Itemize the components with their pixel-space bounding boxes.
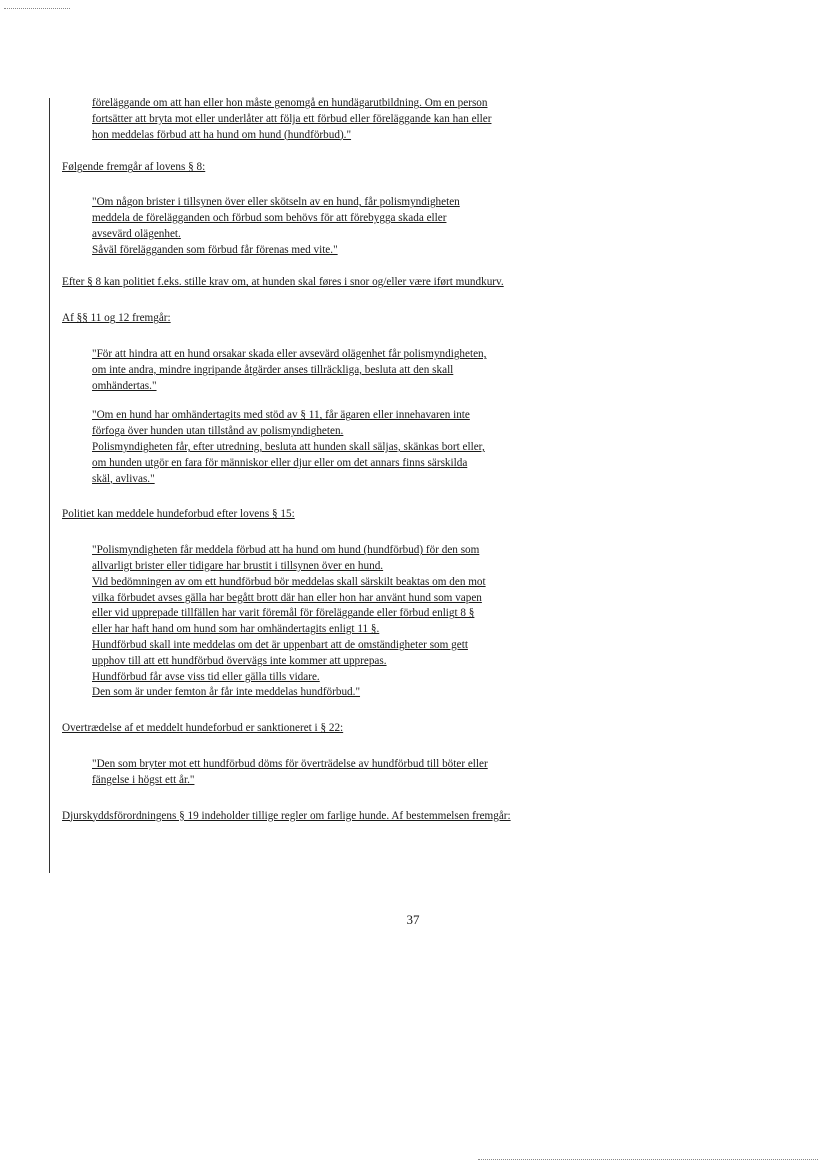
paragraph (62, 721, 622, 737)
text-line: Overtrædelse af et meddelt hundeforbud er sanktioneret i § 22: (62, 722, 344, 735)
text-line: Djurskyddsförordningens § 19 indeholder tillige regler om farlige hunde. Af bestemmelsen fremgår: (62, 809, 511, 822)
text-line: omhändertas." (92, 379, 157, 392)
quoted-paragraph (92, 757, 622, 789)
text-line: meddela de förelägganden och förbud som behövs för att förebygga skada eller (92, 211, 447, 224)
text-line: om hunden utgör en fara för människor eller djur eller om det annars finns särskilda (92, 456, 468, 469)
text-line: Politiet kan meddele hundeforbud efter lovens § 15: (62, 508, 295, 521)
quoted-paragraph (92, 408, 622, 487)
scan-mark-top (4, 8, 70, 9)
paragraph (62, 275, 622, 291)
text-line: "Den som bryter mot ett hundförbud döms för överträdelse av hundförbud till böter eller (92, 757, 488, 770)
paragraph-gap (62, 789, 622, 809)
paragraph (62, 809, 622, 825)
margin-line (49, 98, 50, 873)
text-line: avsevärd olägenhet. (92, 227, 181, 240)
text-line: om inte andra, mindre ingripande åtgärder anses tillräckliga, besluta att den skall (92, 363, 454, 376)
paragraph-gap (62, 394, 622, 408)
text-line: hon meddelas förbud att ha hund om hund (hundförbud)." (92, 128, 352, 141)
text-line: förfoga över hunden utan tillstånd av polismyndigheten. (92, 425, 344, 438)
scan-mark-bottom (478, 1159, 818, 1160)
text-line: föreläggande om att han eller hon måste genomgå en hundägarutbildning. Om en person (92, 97, 488, 109)
text-line: fortsätter att bryta mot eller underlåter att följa ett förbud eller föreläggande kan han eller (92, 112, 492, 125)
paragraph (62, 311, 622, 327)
text-line: Efter § 8 kan politiet f.eks. stille krav om, at hunden skal føres i snor og/eller være iført mundkurv. (62, 276, 504, 289)
text-line: upphov till att ett hundförbud övervägs inte kommer att upprepas. (92, 654, 387, 667)
quoted-paragraph (92, 195, 622, 258)
paragraph-gap (62, 291, 622, 311)
paragraph-gap (62, 327, 622, 347)
text-line: Af §§ 11 og 12 fremgår: (62, 312, 171, 325)
text-line: Vid bedömningen av om ett hundförbud bör meddelas skall särskilt beaktas om den mot (92, 575, 486, 588)
text-line: allvarligt brister eller tidigare har brustit i tillsynen över en hund. (92, 559, 384, 572)
page-number: 37 (406, 912, 420, 927)
text-line: skäl, avlivas." (92, 472, 155, 485)
quoted-paragraph (92, 96, 622, 143)
document-body (62, 96, 622, 824)
text-line: Polismyndigheten får, efter utredning, besluta att hunden skall säljas, skänkas bort eller, (92, 440, 485, 453)
paragraph-gap (62, 487, 622, 507)
text-line: vilka förbudet avses gälla har begått brott där han eller hon har använt hund som vapen (92, 591, 482, 604)
paragraph-gap (62, 701, 622, 721)
text-line: eller har haft hand om hund som har omhändertagits enligt 11 §. (92, 623, 380, 636)
text-line: Hundförbud skall inte meddelas om det är uppenbart att de omständigheter som gett (92, 638, 468, 651)
text-line: Hundförbud får avse viss tid eller gälla tills vidare. (92, 670, 320, 683)
paragraph-gap (62, 523, 622, 543)
paragraph (62, 507, 622, 523)
text-line: eller vid upprepade tillfällen har varit föremål för föreläggande eller förbud enligt 8 § (92, 607, 475, 620)
text-line: "Om någon brister i tillsynen över eller skötseln av en hund, får polismyndigheten (92, 196, 460, 209)
paragraph-gap (62, 258, 622, 275)
paragraph-gap (62, 737, 622, 757)
text-line: Den som är under femton år får inte meddelas hundförbud." (92, 686, 361, 699)
text-line: Såväl förelägganden som förbud får förenas med vite." (92, 243, 338, 256)
text-line: "Polismyndigheten får meddela förbud att ha hund om hund (hundförbud) för den som (92, 544, 480, 557)
paragraph-gap (62, 143, 622, 160)
text-line: Følgende fremgår af lovens § 8: (62, 161, 206, 174)
quoted-paragraph (92, 543, 622, 701)
text-line: "Om en hund har omhändertagits med stöd av § 11, får ägaren eller innehavaren inte (92, 409, 470, 422)
quoted-paragraph (92, 347, 622, 394)
paragraph (62, 160, 622, 176)
paragraph-gap (62, 176, 622, 195)
text-line: "För att hindra att en hund orsakar skada eller avsevärd olägenhet får polismyndigheten, (92, 347, 487, 360)
text-line: fängelse i högst ett år." (92, 773, 195, 786)
